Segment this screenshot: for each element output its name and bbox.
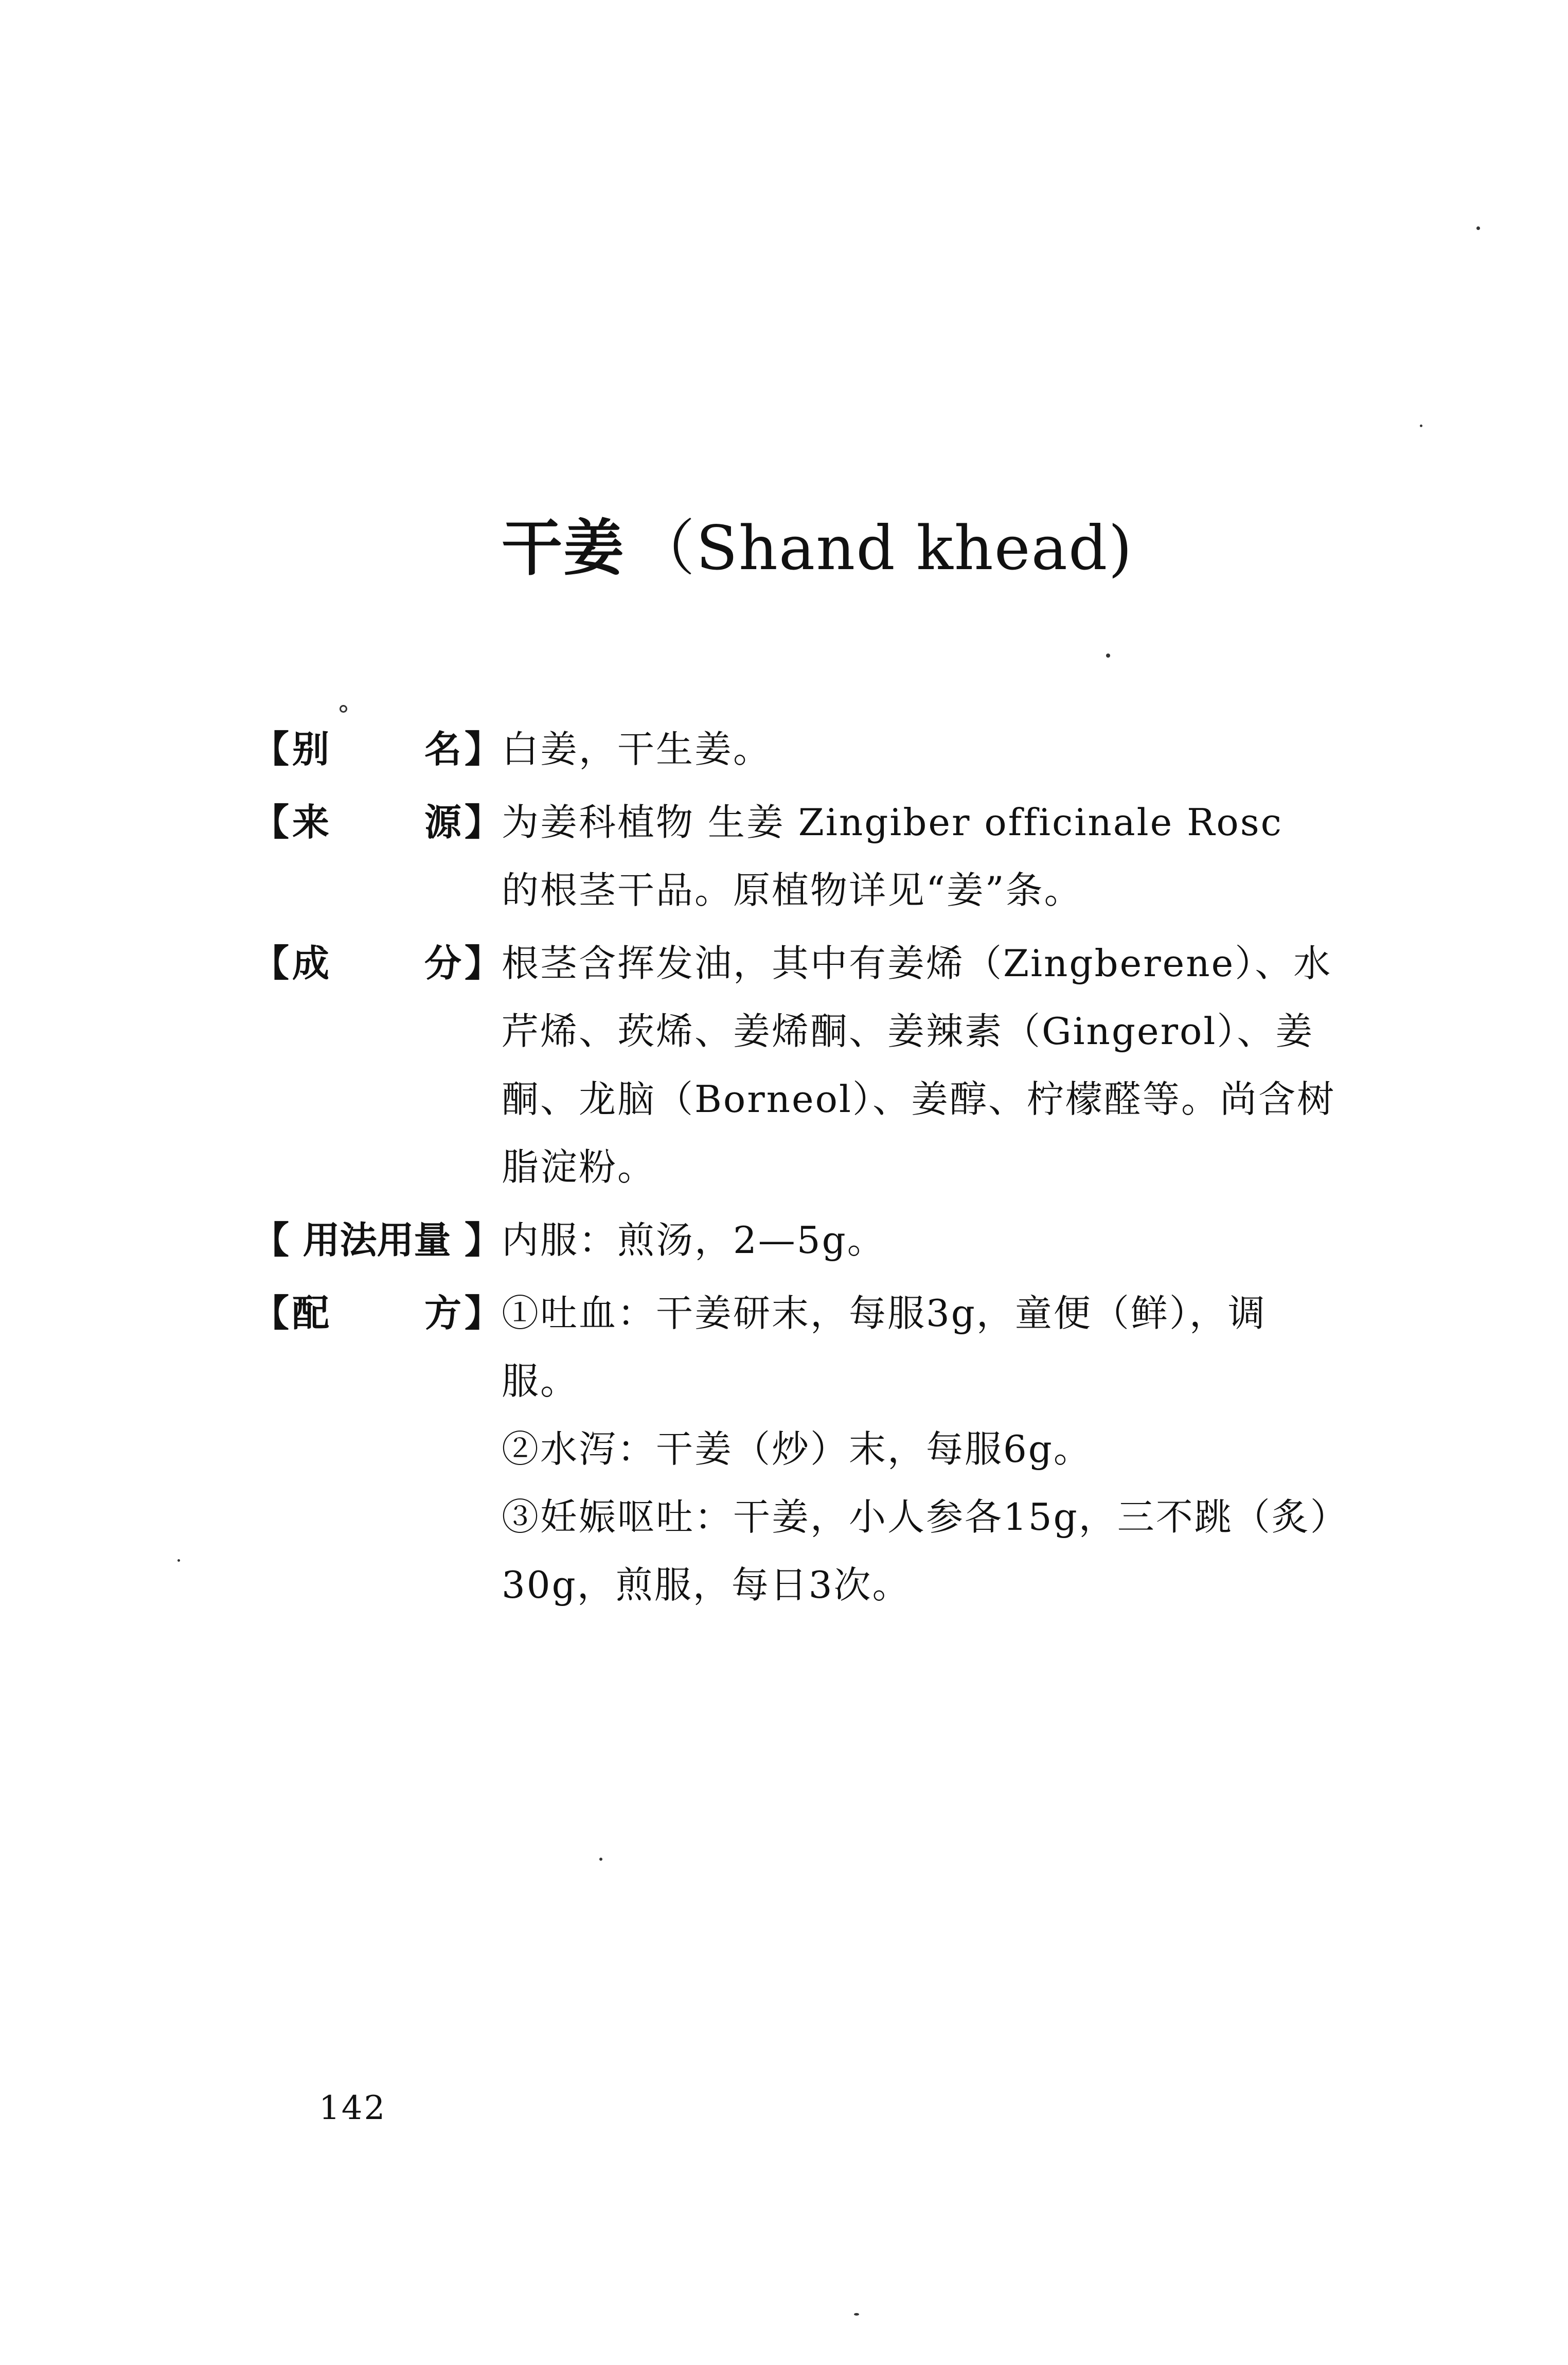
bracket-close: 】 (464, 801, 502, 844)
body-line: 服。 (502, 1360, 579, 1403)
body-line: 为姜科植物 生姜 Zingiber officinale Rosc (502, 801, 1283, 844)
label-char: 分 (424, 942, 461, 985)
body-line: ③妊娠呕吐：干姜，小人参各15g，三不跳（炙） (502, 1495, 1349, 1539)
body-line: 30g，煎服，每日3次。 (502, 1563, 911, 1607)
label-char: 来 (292, 801, 330, 844)
body-line: 根茎含挥发油，其中有姜烯（Zingberene）、水 (502, 942, 1332, 985)
body-line: 白姜，干生姜。 (502, 728, 772, 771)
scan-speck (1476, 226, 1480, 230)
body-line: ②水泻：干姜（炒）末，每服6g。 (502, 1427, 1092, 1471)
label-char: 别 (292, 728, 330, 771)
bracket-open: 【 (252, 801, 290, 844)
label-char: 名 (424, 728, 461, 771)
body-line: 的根茎干品。原植物详见“姜”条。 (502, 869, 1083, 912)
entry-formula (252, 1279, 1466, 1619)
entry-usage-dosage (252, 1206, 1466, 1274)
entry-body (502, 1206, 1466, 1274)
entry-alias (252, 715, 1466, 783)
body-line: 内服：煎汤，2—5g。 (502, 1219, 886, 1262)
body-line: 脂淀粉。 (502, 1145, 656, 1189)
label-char: 源 (424, 801, 461, 844)
entry-body (502, 1279, 1466, 1619)
entry-label (252, 715, 502, 783)
label-char: 用法用量 (302, 1219, 451, 1262)
page-number: 142 (319, 2089, 387, 2127)
entry-label (252, 1206, 502, 1274)
title-chinese: 干姜 (502, 513, 626, 584)
bracket-close: 】 (464, 1292, 502, 1335)
scan-speck (177, 1559, 180, 1562)
bracket-open: 【 (252, 1219, 290, 1262)
label-char: 配 (292, 1292, 330, 1335)
entry-body (502, 788, 1466, 924)
bracket-close: 】 (464, 728, 502, 771)
entry-list (252, 715, 1466, 1624)
entry-label (252, 1279, 502, 1347)
entry-body (502, 929, 1466, 1201)
bracket-close: 】 (464, 942, 502, 985)
page-title (502, 499, 1133, 587)
bracket-close: 】 (464, 1219, 502, 1262)
entry-label (252, 929, 502, 997)
scan-speck (1106, 654, 1110, 658)
label-char: 成 (292, 942, 330, 985)
title-latin: （Shand khead) (634, 513, 1133, 584)
bracket-open: 【 (252, 942, 290, 985)
entry-body (502, 715, 1466, 783)
scan-speck (340, 705, 347, 713)
body-line: ①吐血：干姜研末，每服3g，童便（鲜），调 (502, 1292, 1267, 1335)
scan-speck (599, 1858, 602, 1861)
body-line: 芹烯、莰烯、姜烯酮、姜辣素（Gingerol）、姜 (502, 1010, 1314, 1053)
entry-label (252, 788, 502, 856)
body-line: 酮、龙脑（Borneol）、姜醇、柠檬醛等。尚含树 (502, 1078, 1336, 1121)
entry-composition (252, 929, 1466, 1201)
bracket-open: 【 (252, 1292, 290, 1335)
scan-speck (854, 2313, 859, 2316)
scan-speck (1420, 425, 1422, 427)
entry-source (252, 788, 1466, 924)
bracket-open: 【 (252, 728, 290, 771)
label-char: 方 (424, 1292, 461, 1335)
